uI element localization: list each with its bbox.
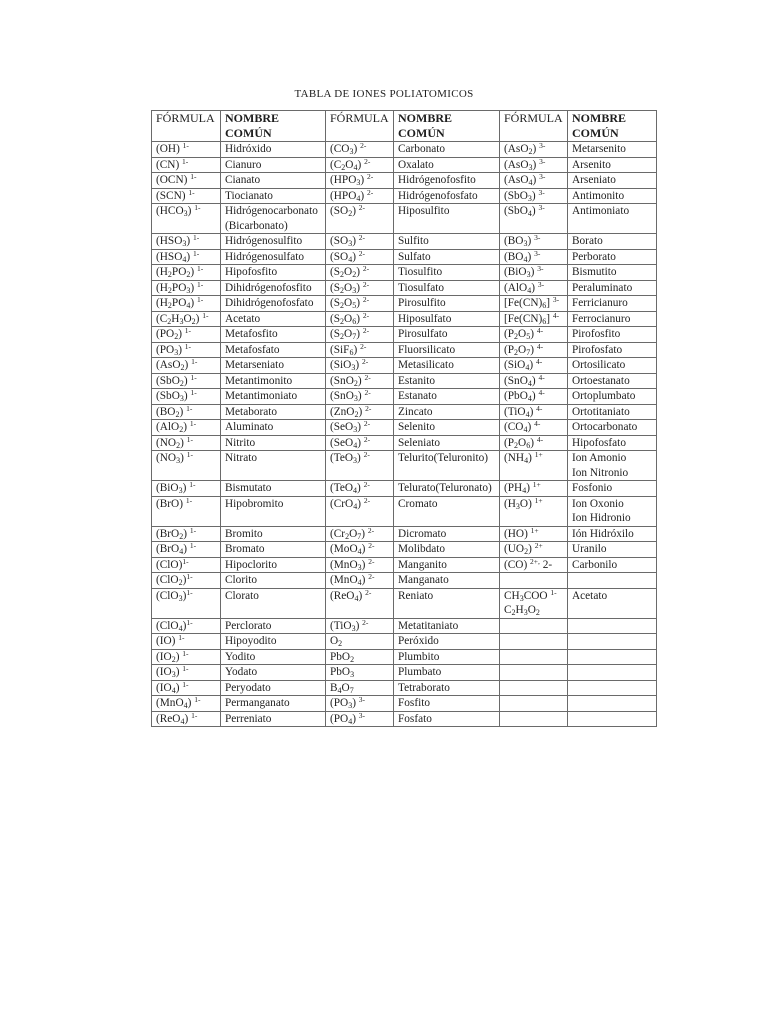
formula-cell: $(UO_2)$ $^{2+}$ <box>500 542 568 558</box>
formula-cell: $[Fe(CN)_6]$ $^{4-}$ <box>500 311 568 327</box>
formula-cell: (SeO$_4$) $^{2-}$ <box>326 435 394 451</box>
ion-name-cell: Bromato <box>221 542 326 558</box>
table-row <box>152 404 657 420</box>
table-row <box>152 249 657 265</box>
formula-cell: $(ClO_2)^{1-}$ <box>152 573 221 589</box>
formula-cell: $(S_2O_7)$ $^{2-}$ <box>326 327 394 343</box>
formula-cell: (SiO$_4$) $^{4-}$ <box>500 358 568 374</box>
table-row <box>152 373 657 389</box>
ion-name-cell: Ión Hidróxilo <box>568 526 657 542</box>
ion-name-cell: Ortotitaniato <box>568 404 657 420</box>
ion-name-cell: Ferricianuro <box>568 296 657 312</box>
table-row <box>152 327 657 343</box>
formula-cell: (CrO$_4$) $^{2-}$ <box>326 496 394 526</box>
formula-cell: (ClO)$^{1-}$ <box>152 557 221 573</box>
ion-name-cell: Hipoyodito <box>221 634 326 650</box>
formula-cell: $(HPO_4)$ $^{2-}$ <box>326 188 394 204</box>
ion-name-cell: Carbonilo <box>568 557 657 573</box>
ion-name-cell: Seleniato <box>394 435 500 451</box>
ion-name-cell: Selenito <box>394 420 500 436</box>
formula-cell: (SeO$_3$) $^{2-}$ <box>326 420 394 436</box>
ion-name-cell: Estanato <box>394 389 500 405</box>
formula-cell: (ZnO$_2$) $^{2-}$ <box>326 404 394 420</box>
ion-name-cell: Bromito <box>221 526 326 542</box>
formula-cell: $(C_2O_4)$ $^{2-}$ <box>326 157 394 173</box>
ion-name-cell: Ferrocianuro <box>568 311 657 327</box>
table-row <box>152 435 657 451</box>
table-row <box>152 173 657 189</box>
ion-name-cell: Peróxido <box>394 634 500 650</box>
ion-name-cell: Pirosulfato <box>394 327 500 343</box>
ion-name-cell: Estanito <box>394 373 500 389</box>
table-row <box>152 157 657 173</box>
ion-name-cell: Peryodato <box>221 680 326 696</box>
formula-cell: (AlO$_4$) $^{3-}$ <box>500 280 568 296</box>
ion-name-cell <box>568 665 657 681</box>
ion-name-cell: Nitrato <box>221 451 326 481</box>
formula-cell: $(IO_2)$ $^{1-}$ <box>152 649 221 665</box>
ion-name-cell: Hidrógenocarbonato (Bicarbonato) <box>221 204 326 234</box>
formula-cell: $(PH_4)$ $^{1+}$ <box>500 481 568 497</box>
table-row <box>152 389 657 405</box>
table-row <box>152 696 657 712</box>
formula-cell: $(SO_2)$ $^{2-}$ <box>326 204 394 234</box>
ion-name-cell: Fluorsilicato <box>394 342 500 358</box>
formula-cell: $(S_2O_6)$ $^{2-}$ <box>326 311 394 327</box>
ion-name-cell: Ion Amonio Ion Nitronio <box>568 451 657 481</box>
formula-cell: $(C_2H_3O_2)$ $^{1-}$ <box>152 311 221 327</box>
ion-name-cell: Aluminato <box>221 420 326 436</box>
formula-cell: $(S_2O_3)$ $^{2-}$ <box>326 280 394 296</box>
formula-cell: $(H_2PO_3)$ $^{1-}$ <box>152 280 221 296</box>
name-header-1: NOMBRE COMÚN <box>221 111 326 142</box>
ion-name-cell: Uranilo <box>568 542 657 558</box>
formula-cell: PbO$_2$ <box>326 649 394 665</box>
formula-cell: $O_2$ <box>326 634 394 650</box>
formula-cell: $(ClO_3)^{1-}$ <box>152 588 221 618</box>
formula-cell <box>500 649 568 665</box>
ion-name-cell <box>568 634 657 650</box>
ion-name-cell: Metafosfito <box>221 327 326 343</box>
table-row <box>152 296 657 312</box>
formula-cell: PbO$_3$ <box>326 665 394 681</box>
formula-cell: (SnO$_2$) $^{2-}$ <box>326 373 394 389</box>
ion-name-cell: Sulfito <box>394 234 500 250</box>
formula-cell: (TiO$_3$) $^{2-}$ <box>326 618 394 634</box>
formula-cell: (AlO$_2$) $^{1-}$ <box>152 420 221 436</box>
table-row <box>152 665 657 681</box>
formula-cell: (SbO$_3$) $^{1-}$ <box>152 389 221 405</box>
table-row <box>152 588 657 618</box>
formula-cell: $(HSO_4)$ $^{1-}$ <box>152 249 221 265</box>
formula-cell: $(H_3O)$ $^{1+}$ <box>500 496 568 526</box>
ion-name-cell: Hipobromito <box>221 496 326 526</box>
formula-cell: (CN) $^{1-}$ <box>152 157 221 173</box>
ion-name-cell: Arseniato <box>568 173 657 189</box>
table-row <box>152 451 657 481</box>
table-row <box>152 711 657 727</box>
ion-name-cell: Antimoniato <box>568 204 657 234</box>
formula-cell: (OCN) $^{1-}$ <box>152 173 221 189</box>
formula-cell: $(P_2O_6)$ $^{4-}$ <box>500 435 568 451</box>
header-row <box>152 111 657 142</box>
formula-cell: $(H_2PO_2)$ $^{1-}$ <box>152 265 221 281</box>
ion-name-cell <box>568 649 657 665</box>
formula-cell: (ReO$_4$) $^{2-}$ <box>326 588 394 618</box>
ion-name-cell: Hipoclorito <box>221 557 326 573</box>
formula-cell: $(NO_3)$ $^{1-}$ <box>152 451 221 481</box>
document-title: TABLA DE IONES POLIATOMICOS <box>294 88 474 97</box>
table-row <box>152 420 657 436</box>
ion-name-cell: Ion Oxonio Ion Hidronio <box>568 496 657 526</box>
formula-cell: $(NO_2)$ $^{1-}$ <box>152 435 221 451</box>
table-row <box>152 280 657 296</box>
formula-cell: (TiO$_4$) $^{4-}$ <box>500 404 568 420</box>
ion-name-cell: Oxalato <box>394 157 500 173</box>
formula-header-1: FÓRMULA <box>152 111 221 142</box>
ion-name-cell: Hiposulfito <box>394 204 500 234</box>
table-row <box>152 358 657 374</box>
table-body <box>152 142 657 727</box>
ion-name-cell: Ortocarbonato <box>568 420 657 436</box>
formula-cell <box>500 696 568 712</box>
ion-name-cell: Fosfonio <box>568 481 657 497</box>
ion-name-cell <box>568 680 657 696</box>
ion-name-cell: Metaborato <box>221 404 326 420</box>
formula-cell: (TeO$_3$) $^{2-}$ <box>326 451 394 481</box>
ion-name-cell: Yodato <box>221 665 326 681</box>
formula-cell <box>500 665 568 681</box>
ion-name-cell: Hidrógenosulfato <box>221 249 326 265</box>
ion-name-cell: Manganato <box>394 573 500 589</box>
ion-name-cell: Yodito <box>221 649 326 665</box>
ion-name-cell: Nitrito <box>221 435 326 451</box>
table-row <box>152 618 657 634</box>
formula-cell: (SCN) $^{1-}$ <box>152 188 221 204</box>
ion-name-cell <box>568 711 657 727</box>
table-row <box>152 526 657 542</box>
ion-name-cell: Clorato <box>221 588 326 618</box>
ion-name-cell: Hidrógenofosfato <box>394 188 500 204</box>
ion-name-cell: Borato <box>568 234 657 250</box>
ion-name-cell: Hipofosfato <box>568 435 657 451</box>
ion-name-cell: Manganito <box>394 557 500 573</box>
formula-cell <box>500 634 568 650</box>
formula-cell: $(H_2PO_4)$ $^{1-}$ <box>152 296 221 312</box>
ion-name-cell: Tiosulfito <box>394 265 500 281</box>
ion-name-cell: Pirofosfito <box>568 327 657 343</box>
formula-cell: $(HCO_3)$ $^{1-}$ <box>152 204 221 234</box>
ion-name-cell: Tetraborato <box>394 680 500 696</box>
ion-name-cell: Dihidrógenofosfito <box>221 280 326 296</box>
table-row <box>152 342 657 358</box>
ion-name-cell: Clorito <box>221 573 326 589</box>
ion-name-cell: Metarsenito <box>568 142 657 158</box>
ion-name-cell: Perreniato <box>221 711 326 727</box>
table-row <box>152 557 657 573</box>
table-row <box>152 496 657 526</box>
ion-name-cell: Peraluminato <box>568 280 657 296</box>
table-row <box>152 481 657 497</box>
ion-name-cell: Pirosulfito <box>394 296 500 312</box>
ion-name-cell: Dihidrógenofosfato <box>221 296 326 312</box>
formula-cell: $(Cr_2O_7)$ $^{2-}$ <box>326 526 394 542</box>
formula-cell: $(NH_4)$ $^{1+}$ <box>500 451 568 481</box>
ion-name-cell: Hiposulfato <box>394 311 500 327</box>
ion-name-cell: Cianato <box>221 173 326 189</box>
formula-cell: $CH_3COO$ $^{1-}$ $C_2H_3O_2$ <box>500 588 568 618</box>
table-row <box>152 542 657 558</box>
ion-name-cell: Tiosulfato <box>394 280 500 296</box>
formula-cell: (MoO$_4$) $^{2-}$ <box>326 542 394 558</box>
formula-cell <box>500 680 568 696</box>
formula-cell: $(PO_4)$ $^{3-}$ <box>326 711 394 727</box>
formula-cell: (MnO$_4$) $^{2-}$ <box>326 573 394 589</box>
ion-name-cell: Hidrógenosulfito <box>221 234 326 250</box>
ion-name-cell: Plumbito <box>394 649 500 665</box>
ion-name-cell: Metantimonito <box>221 373 326 389</box>
formula-cell: $(SO_4)$ $^{2-}$ <box>326 249 394 265</box>
ion-name-cell: Cianuro <box>221 157 326 173</box>
ion-name-cell: Metasilicato <box>394 358 500 374</box>
ion-name-cell: Arsenito <box>568 157 657 173</box>
table-row <box>152 680 657 696</box>
table-row <box>152 649 657 665</box>
formula-cell: $(PO_2)$ $^{1-}$ <box>152 327 221 343</box>
formula-cell: (BrO$_2$) $^{1-}$ <box>152 526 221 542</box>
ion-name-cell: Fosfato <box>394 711 500 727</box>
table-row <box>152 634 657 650</box>
ion-name-cell: Cromato <box>394 496 500 526</box>
formula-cell: $[Fe(CN)_6]$ $^{3-}$ <box>500 296 568 312</box>
name-header-3: NOMBRE COMÚN <box>568 111 657 142</box>
formula-cell: $(BO_4)$ $^{3-}$ <box>500 249 568 265</box>
formula-cell <box>500 573 568 589</box>
ion-name-cell: Antimonito <box>568 188 657 204</box>
formula-cell: $(CO_4)$ $^{4-}$ <box>500 420 568 436</box>
formula-cell <box>500 711 568 727</box>
formula-cell: $(BO_2)$ $^{1-}$ <box>152 404 221 420</box>
ion-name-cell: Metafosfato <box>221 342 326 358</box>
ion-name-cell: Hidrógenofosfito <box>394 173 500 189</box>
formula-cell: (HO) $^{1+}$ <box>500 526 568 542</box>
formula-cell: (OH) $^{1-}$ <box>152 142 221 158</box>
formula-cell: $B_4O_7$ <box>326 680 394 696</box>
formula-cell: (AsO$_4$) $^{3-}$ <box>500 173 568 189</box>
ion-name-cell: Telurato(Teluronato) <box>394 481 500 497</box>
ion-name-cell: Acetato <box>221 311 326 327</box>
ion-name-cell: Hidróxido <box>221 142 326 158</box>
formula-cell: $(HPO_3)$ $^{2-}$ <box>326 173 394 189</box>
formula-header-3: FÓRMULA <box>500 111 568 142</box>
ion-name-cell: Tiocianato <box>221 188 326 204</box>
formula-cell: $(ClO_4)^{1-}$ <box>152 618 221 634</box>
formula-cell: $(P_2O_7)$ $^{4-}$ <box>500 342 568 358</box>
formula-cell <box>500 618 568 634</box>
formula-cell: (AsO$_2$) $^{3-}$ <box>500 142 568 158</box>
table-row <box>152 311 657 327</box>
ion-name-cell: Carbonato <box>394 142 500 158</box>
formula-cell: $(PO_3)$ $^{3-}$ <box>326 696 394 712</box>
ion-name-cell: Metarseniato <box>221 358 326 374</box>
ion-name-cell <box>568 696 657 712</box>
formula-cell: (AsO$_3$) $^{3-}$ <box>500 157 568 173</box>
formula-cell: $(BO_3)$ $^{3-}$ <box>500 234 568 250</box>
ion-name-cell: Reniato <box>394 588 500 618</box>
formula-cell: (CO) $^{2+,}$ 2- <box>500 557 568 573</box>
ion-name-cell: Metantimoniato <box>221 389 326 405</box>
ion-name-cell: Bismutato <box>221 481 326 497</box>
formula-cell: $(HSO_3)$ $^{1-}$ <box>152 234 221 250</box>
ion-name-cell <box>568 618 657 634</box>
ion-name-cell: Fosfito <box>394 696 500 712</box>
formula-cell: $(IO_4)$ $^{1-}$ <box>152 680 221 696</box>
table-row <box>152 188 657 204</box>
ion-name-cell: Zincato <box>394 404 500 420</box>
table-row <box>152 142 657 158</box>
ion-name-cell: Perclorato <box>221 618 326 634</box>
ion-name-cell: Hipofosfito <box>221 265 326 281</box>
table-row <box>152 265 657 281</box>
name-header-2: NOMBRE COMÚN <box>394 111 500 142</box>
formula-cell: (BrO$_4$) $^{1-}$ <box>152 542 221 558</box>
formula-cell: (BiO$_3$) $^{1-}$ <box>152 481 221 497</box>
formula-cell: (BrO) $^{1-}$ <box>152 496 221 526</box>
formula-cell: (SbO$_2$) $^{1-}$ <box>152 373 221 389</box>
formula-cell: (MnO$_4$) $^{1-}$ <box>152 696 221 712</box>
ion-name-cell: Acetato <box>568 588 657 618</box>
ion-name-cell: Permanganato <box>221 696 326 712</box>
formula-cell: $(S_2O_2)$ $^{2-}$ <box>326 265 394 281</box>
ion-name-cell: Ortoplumbato <box>568 389 657 405</box>
formula-cell: $(P_2O_5)$ $^{4-}$ <box>500 327 568 343</box>
formula-cell: (SiO$_3$) $^{2-}$ <box>326 358 394 374</box>
formula-cell: (SnO$_4$) $^{4-}$ <box>500 373 568 389</box>
formula-cell: $(S_2O_5)$ $^{2-}$ <box>326 296 394 312</box>
formula-cell: (BiO$_3$) $^{3-}$ <box>500 265 568 281</box>
formula-cell: (AsO$_2$) $^{1-}$ <box>152 358 221 374</box>
formula-cell: (ReO$_4$) $^{1-}$ <box>152 711 221 727</box>
ion-name-cell: Plumbato <box>394 665 500 681</box>
polyatomic-ions-table <box>151 110 657 727</box>
ion-name-cell: Perborato <box>568 249 657 265</box>
table-row <box>152 234 657 250</box>
formula-cell: $(PO_3)$ $^{1-}$ <box>152 342 221 358</box>
ion-name-cell: Bismutito <box>568 265 657 281</box>
formula-cell: $(IO_3)$ $^{1-}$ <box>152 665 221 681</box>
formula-cell: $(SO_3)$ $^{2-}$ <box>326 234 394 250</box>
formula-cell: $(CO_3)$ $^{2-}$ <box>326 142 394 158</box>
ion-name-cell: Sulfato <box>394 249 500 265</box>
formula-cell: (SnO$_3$) $^{2-}$ <box>326 389 394 405</box>
ion-name-cell: Molibdato <box>394 542 500 558</box>
formula-header-2: FÓRMULA <box>326 111 394 142</box>
ion-name-cell: Ortosilicato <box>568 358 657 374</box>
table-row <box>152 204 657 234</box>
ion-name-cell <box>568 573 657 589</box>
formula-cell: (PbO$_4$) $^{4-}$ <box>500 389 568 405</box>
ion-name-cell: Ortoestanato <box>568 373 657 389</box>
ion-name-cell: Telurito(Teluronito) <box>394 451 500 481</box>
formula-cell: (IO) $^{1-}$ <box>152 634 221 650</box>
formula-cell: (MnO$_3$) $^{2-}$ <box>326 557 394 573</box>
formula-cell: (SbO$_4$) $^{3-}$ <box>500 204 568 234</box>
formula-cell: (SbO$_3$) $^{3-}$ <box>500 188 568 204</box>
table-row <box>152 573 657 589</box>
ion-name-cell: Pirofosfato <box>568 342 657 358</box>
formula-cell: (SiF$_6$) $^{2-}$ <box>326 342 394 358</box>
ion-name-cell: Dicromato <box>394 526 500 542</box>
formula-cell: (TeO$_4$) $^{2-}$ <box>326 481 394 497</box>
ion-name-cell: Metatitaniato <box>394 618 500 634</box>
